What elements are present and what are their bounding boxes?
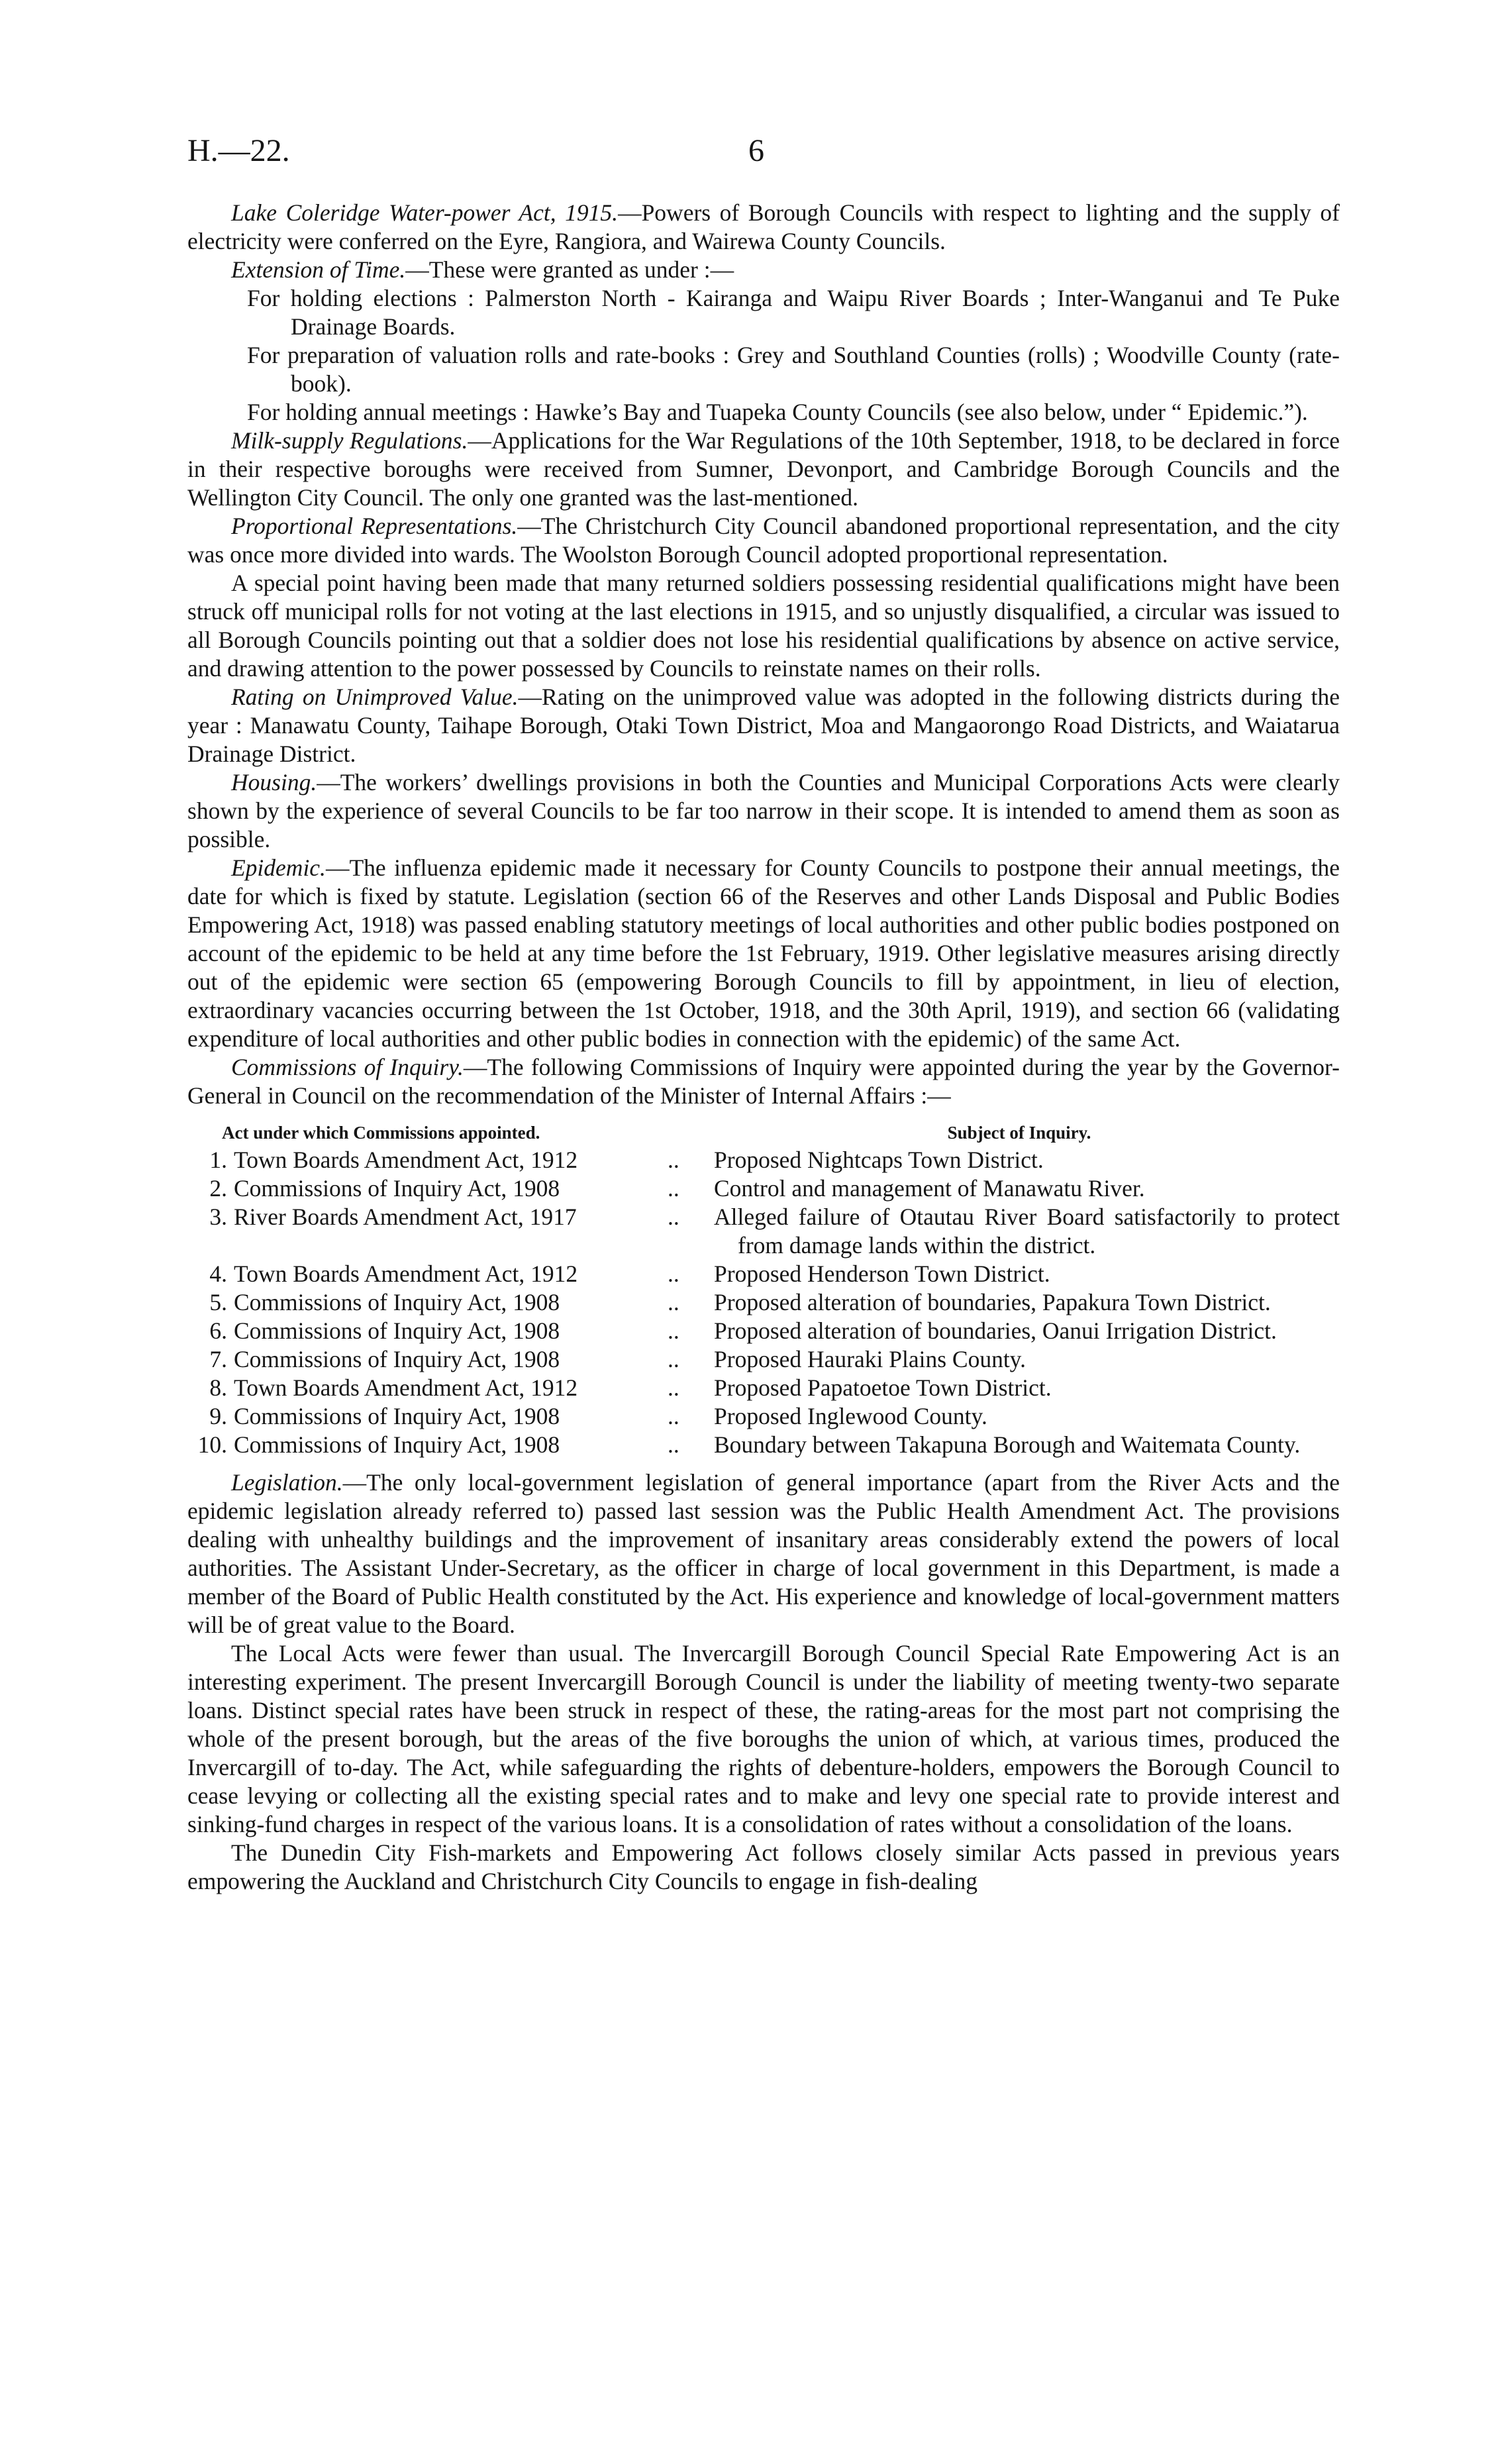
paragraph-proportional: Proportional Representations.—The Christchurch City Council abandoned proportional representation, and the city was once more divided into wards. The Woolston Borough Council adopted proportional representation.	[187, 513, 1340, 568]
heading-proportional: Proportional Representations.	[231, 513, 518, 539]
heading-coleridge: Lake Coleridge Water-power Act, 1915.	[231, 199, 619, 226]
row-number: 8.	[209, 1374, 227, 1401]
row-number: 7.	[209, 1346, 227, 1372]
table-row	[187, 1431, 1340, 1459]
paragraph-commissions: Commissions of Inquiry.—The following Commissions of Inquiry were appointed during the year by the Governor-General in Council on the recommendation of the Minister of Internal Affairs :—	[187, 1054, 1340, 1109]
report-reference: H.—22.	[187, 133, 290, 168]
table-row	[187, 1146, 1340, 1174]
row-leader: ..	[668, 1403, 679, 1429]
heading-epidemic: Epidemic.	[231, 854, 326, 881]
row-subject: Proposed Henderson Town District.	[714, 1260, 1050, 1287]
paragraph-soldiers: A special point having been made that many returned soldiers possessing residential qualifications might have been struck off municipal rolls for not voting at the last elections in 1915, and so unjustly disqualified, a circular was issued to all Borough Councils pointing out that a soldier does not lose his residential qualifications by absence on active service, and drawing attention to the power possessed by Councils to reinstate names on their rolls.	[187, 570, 1340, 682]
paragraph-extension-of-time: Extension of Time.—These were granted as under :—	[231, 256, 734, 283]
heading-legislation: Legislation.	[231, 1469, 343, 1496]
table-body	[187, 1146, 1340, 1459]
row-leader: ..	[668, 1260, 679, 1287]
paragraph-milk-supply: Milk-supply Regulations.—Applications for the War Regulations of the 10th September, 1918, to be declared in force in their respective boroughs were received from Sumner, Devonport, and Cambridge Borough Councils and the Wellington City Council. The only one granted was the last-mentioned.	[187, 427, 1340, 511]
row-act: Commissions of Inquiry Act, 1908	[234, 1175, 560, 1202]
row-act: Town Boards Amendment Act, 1912	[234, 1147, 578, 1173]
row-number: 6.	[209, 1317, 227, 1344]
row-subject: Proposed Hauraki Plains County.	[714, 1346, 1026, 1372]
page-number: 6	[748, 133, 764, 168]
heading-extension-of-time: Extension of Time.	[231, 256, 406, 283]
row-leader: ..	[668, 1204, 679, 1230]
row-act: Town Boards Amendment Act, 1912	[234, 1374, 578, 1401]
table-row	[187, 1203, 1340, 1260]
paragraph-local-acts: The Local Acts were fewer than usual. The Invercargill Borough Council Special Rate Empowering Act is an interesting experiment. The present Invercargill Borough Council is under the liability of meeting twenty-two separate loans. Distinct special rates have been struck in respect of these, the rating-areas for the most part not comprising the whole of the present borough, but the areas of the five boroughs the union of which, at various times, produced the Invercargill of to-day. The Act, while safeguarding the rights of debenture-holders, empowers the Borough Council to cease levying or collecting all the existing special rates and to make and levy one special rate to provide interest and sinking-fund charges in respect of the various loans. It is a consolidation of rates without a consolidation of the loans.	[187, 1640, 1340, 1837]
row-leader: ..	[668, 1374, 679, 1401]
row-subject: Proposed Inglewood County.	[714, 1403, 987, 1429]
row-subject: Proposed Papatoetoe Town District.	[714, 1374, 1052, 1401]
table-row	[187, 1345, 1340, 1374]
row-act: Commissions of Inquiry Act, 1908	[234, 1317, 560, 1344]
list-item: For preparation of valuation rolls and rate-books : Grey and Southland Counties (rolls) ; Woodville County (rate-book).	[247, 342, 1340, 397]
paragraph-housing: Housing.—The workers’ dwellings provisions in both the Counties and Municipal Corporations Acts were clearly shown by the experience of several Councils to be far too narrow in their scope. It is intended to amend them as soon as possible.	[187, 769, 1340, 852]
row-number: 1.	[209, 1147, 227, 1173]
row-leader: ..	[668, 1346, 679, 1372]
row-number: 4.	[209, 1260, 227, 1287]
table-row	[187, 1402, 1340, 1431]
heading-rating: Rating on Unimproved Value.	[231, 684, 519, 710]
row-subject: Proposed Nightcaps Town District.	[714, 1147, 1044, 1173]
row-act: River Boards Amendment Act, 1917	[234, 1204, 577, 1230]
heading-commissions: Commissions of Inquiry.	[231, 1054, 464, 1080]
table-row	[187, 1317, 1340, 1345]
heading-milk-supply: Milk-supply Regulations.	[231, 427, 468, 454]
row-subject: Proposed alteration of boundaries, Papakura Town District.	[714, 1289, 1271, 1315]
table-row	[187, 1288, 1340, 1317]
paragraph-epidemic: Epidemic.—The influenza epidemic made it necessary for County Councils to postpone their annual meetings, the date for which is fixed by statute. Legislation (section 66 of the Reserves and other Lands Disposal and Public Bodies Empowering Act, 1918) was passed enabling statutory meetings of local authorities and other public bodies postponed on account of the epidemic to be held at any time before the 1st February, 1919. Other legislative measures arising directly out of the epidemic were section 65 (empowering Borough Councils to fill by appointment, in lieu of election, extraordinary vacancies occurring between the 1st October, 1918, and the 30th April, 1919), and section 66 (validating expenditure of local authorities and other public bodies in connection with the epidemic) of the same Act.	[187, 854, 1340, 1052]
row-leader: ..	[668, 1147, 679, 1173]
row-leader: ..	[668, 1289, 679, 1315]
table-row	[187, 1260, 1340, 1288]
body-text	[187, 199, 1340, 1896]
paragraph-coleridge: Lake Coleridge Water-power Act, 1915.—Powers of Borough Councils with respect to lighting and the supply of electricity were conferred on the Eyre, Rangiora, and Wairewa County Councils.	[187, 199, 1340, 254]
row-leader: ..	[668, 1431, 679, 1458]
row-number: 2.	[209, 1175, 227, 1202]
row-number: 9.	[209, 1403, 227, 1429]
heading-housing: Housing.	[231, 769, 317, 796]
row-act: Commissions of Inquiry Act, 1908	[234, 1403, 560, 1429]
row-leader: ..	[668, 1317, 679, 1344]
row-subject: Boundary between Takapuna Borough and Waitemata County.	[714, 1431, 1301, 1458]
list-item: For holding annual meetings : Hawke’s Bay and Tuapeka County Councils (see also below, under “ Epidemic.”).	[247, 399, 1308, 425]
paragraph-dunedin: The Dunedin City Fish-markets and Empowering Act follows closely similar Acts passed in previous years empowering the Auckland and Christchurch City Councils to engage in fish-dealing	[187, 1839, 1340, 1894]
column-header-act: Act under which Commissions appointed.	[222, 1123, 540, 1143]
paragraph-legislation: Legislation.—The only local-government legislation of general importance (apart from the River Acts and the epidemic legislation already referred to) passed last session was the Public Health Amendment Act. The provisions dealing with unhealthy buildings and the improvement of insanitary areas considerably extend the powers of local authorities. The Assistant Under-Secretary, as the officer in charge of local government in this Department, is made a member of the Board of Public Health constituted by the Act. His experience and knowledge of local-government matters will be of great value to the Board.	[187, 1469, 1340, 1638]
row-subject: Control and management of Manawatu River.	[714, 1175, 1145, 1202]
column-header-subject: Subject of Inquiry.	[947, 1123, 1091, 1143]
row-number: 10.	[197, 1431, 227, 1458]
table-row	[187, 1174, 1340, 1203]
table-header	[187, 1119, 1340, 1146]
row-subject: Alleged failure of Otautau River Board satisfactorily to protect from damage lands within the district.	[714, 1204, 1340, 1258]
row-subject: Proposed alteration of boundaries, Oanui Irrigation District.	[714, 1317, 1277, 1344]
table-row	[187, 1374, 1340, 1402]
row-act: Commissions of Inquiry Act, 1908	[234, 1346, 560, 1372]
row-number: 5.	[209, 1289, 227, 1315]
row-act: Town Boards Amendment Act, 1912	[234, 1260, 578, 1287]
list-item: For holding elections : Palmerston North - Kairanga and Waipu River Boards ; Inter-Wanganui and Te Puke Drainage Boards.	[247, 285, 1340, 340]
row-act: Commissions of Inquiry Act, 1908	[234, 1289, 560, 1315]
commissions-table	[187, 1119, 1340, 1459]
row-act: Commissions of Inquiry Act, 1908	[234, 1431, 560, 1458]
paragraph-rating: Rating on Unimproved Value.—Rating on the unimproved value was adopted in the following districts during the year : Manawatu County, Taihape Borough, Otaki Town District, Moa and Mangaorongo Road Districts, and Waiatarua Drainage District.	[187, 684, 1340, 767]
row-number: 3.	[209, 1204, 227, 1230]
row-leader: ..	[668, 1175, 679, 1202]
